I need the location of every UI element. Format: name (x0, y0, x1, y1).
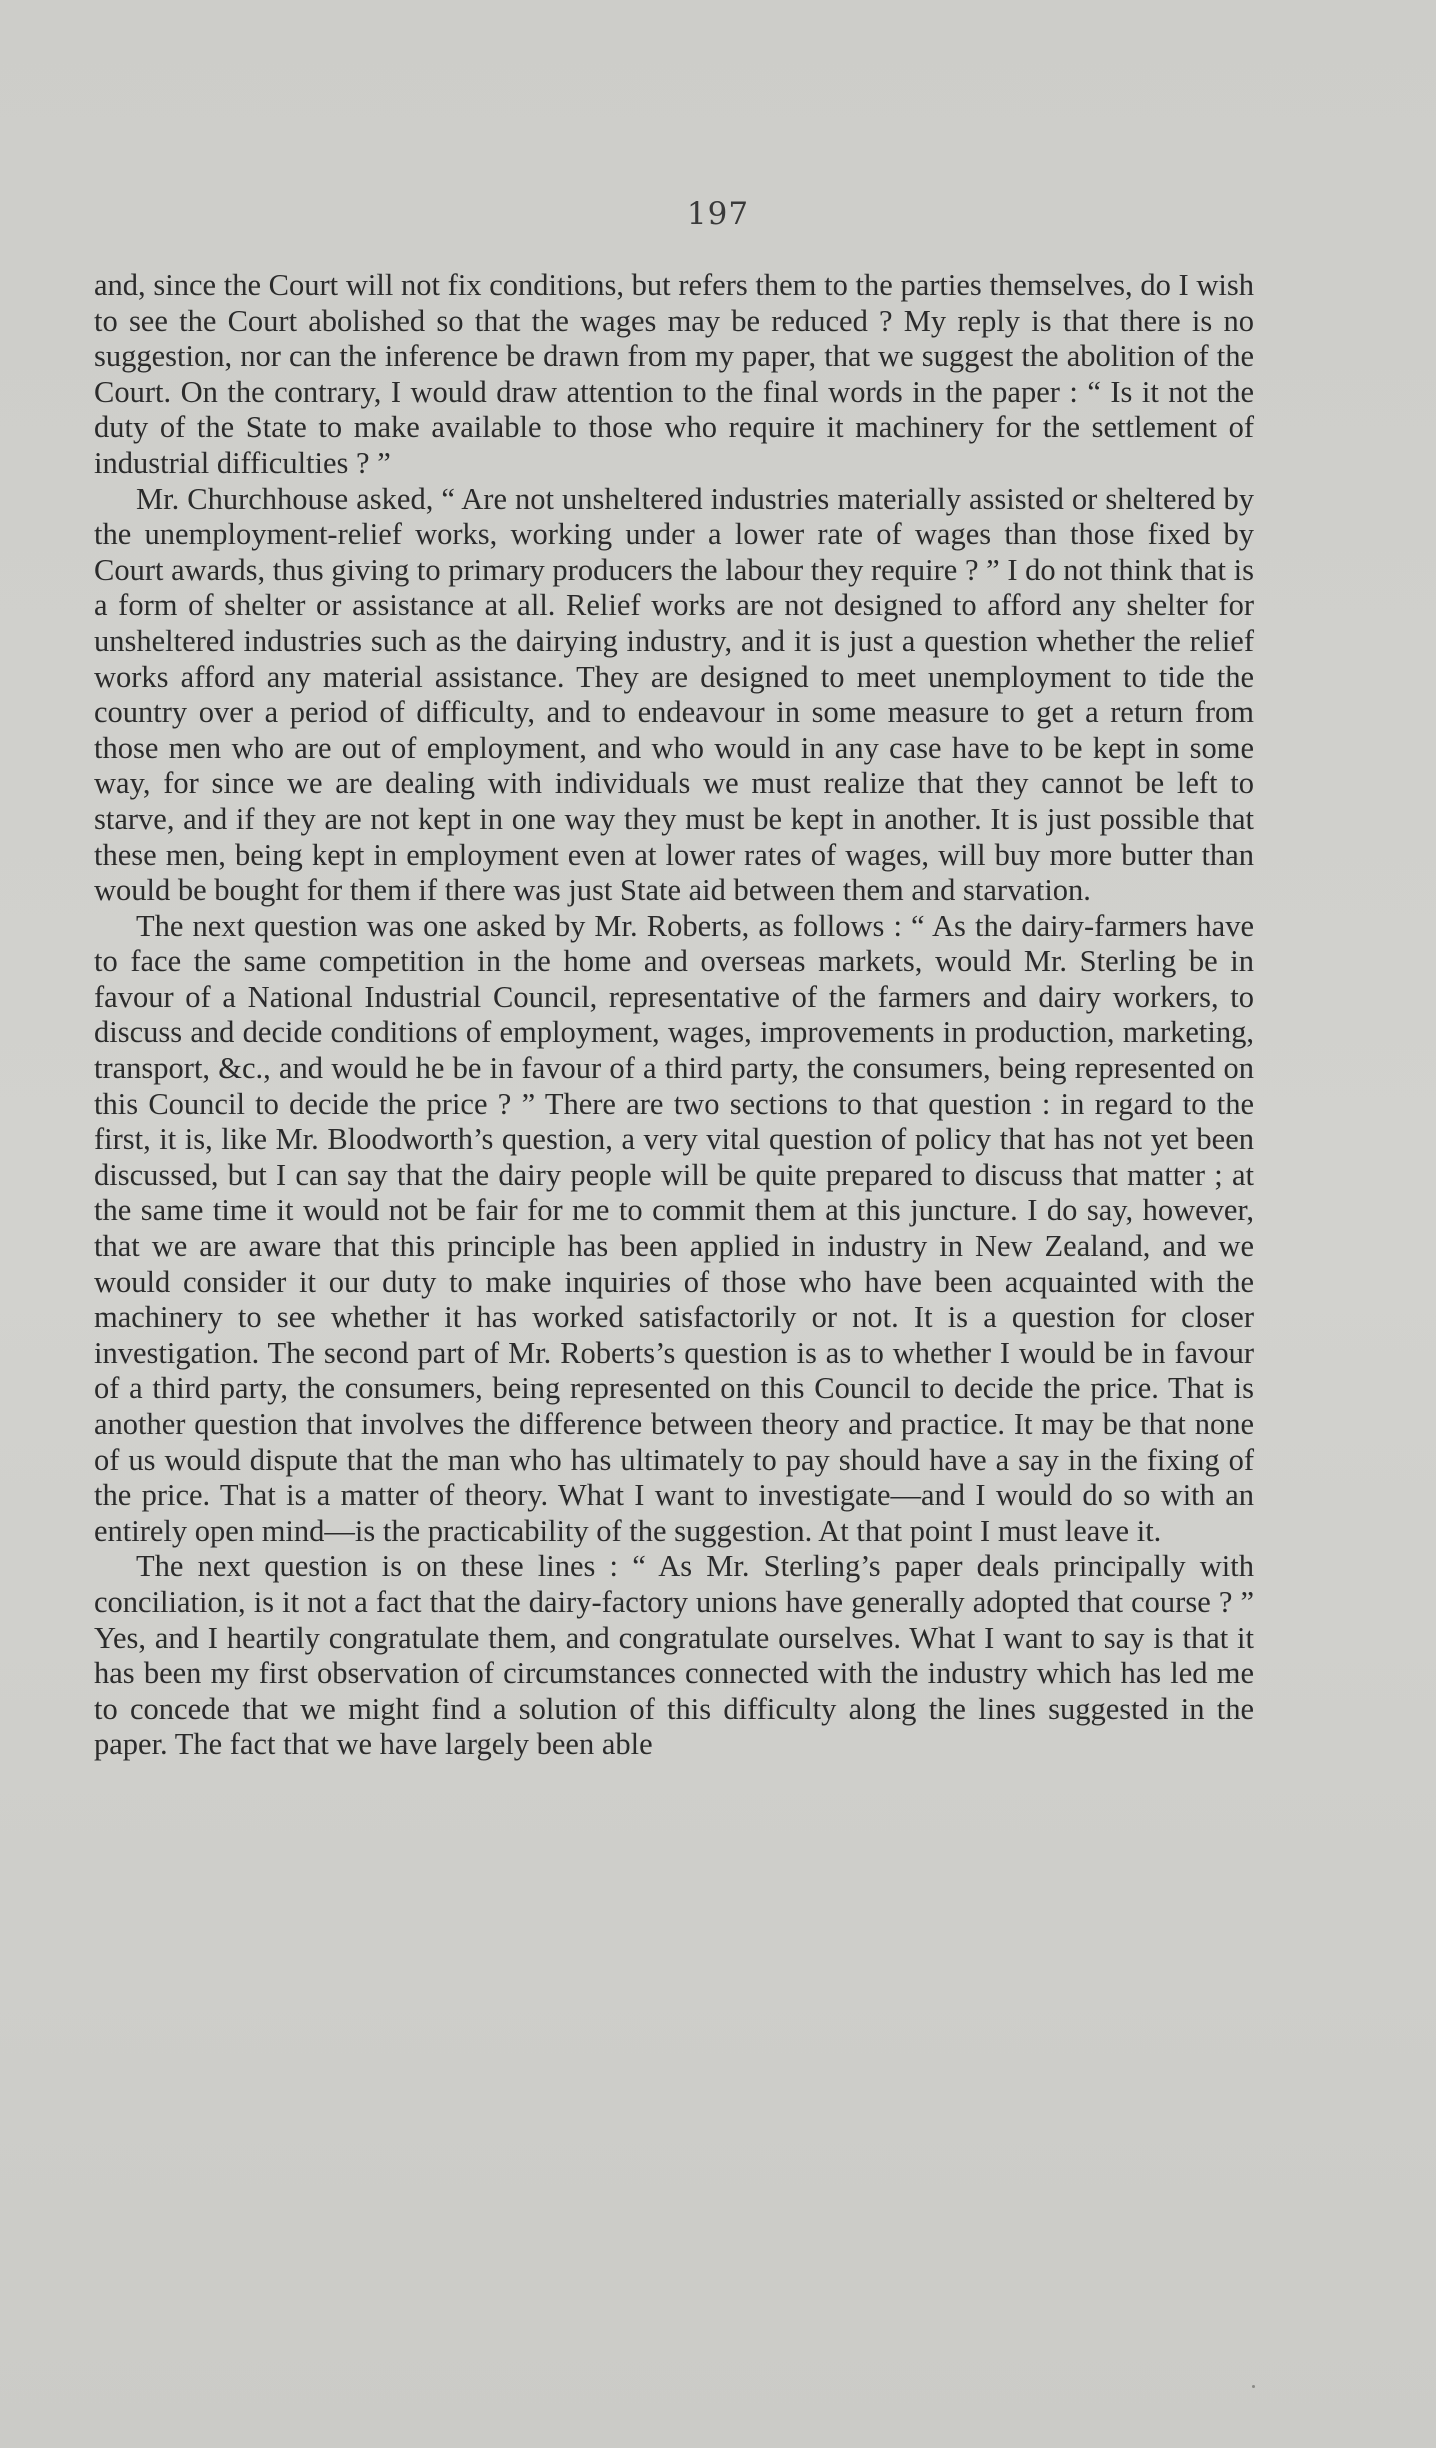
page-number: 197 (686, 196, 750, 232)
paragraph-3: The next question was one asked by Mr. Roberts, as follows : “ As the dairy-farmers have to face the same competition in the home and overseas markets, would Mr. Sterling be in favour of a National Industrial Council, representative of the farmers and dairy workers, to discuss and decide conditions of employment, wages, improvements in production, marketing, transport, &c., and would he be in favour of a third party, the consumers, being represented on this Council to decide the price ? ” There are two sections to that question : in regard to the first, it is, like Mr. Bloodworth’s question, a very vital question of policy that has not yet been discussed, but I can say that the dairy people will be quite prepared to discuss that matter ; at the same time it would not be fair for me to commit them at this juncture. I do say, however, that we are aware that this principle has been applied in industry in New Zealand, and we would consider it our duty to make inquiries of those who have been acquainted with the machinery to see whether it has worked satisfactorily or not. It is a question for closer investigation. The second part of Mr. Roberts’s question is as to whether I would be in favour of a third party, the consumers, being represented on this Council to decide the price. That is another question that involves the difference between theory and practice. It may be that none of us would dispute that the man who has ultimately to pay should have a say in the fixing of the price. That is a matter of theory. What I want to investigate—and I would do so with an entirely open mind—is the practicability of the suggestion. At that point I must leave it. (94, 908, 1254, 1548)
paragraph-4: The next question is on these lines : “ As Mr. Sterling’s paper deals principally with conciliation, is it not a fact that the dairy-factory unions have generally adopted that course ? ” Yes, and I heartily congratulate them, and congratulate ourselves. What I want to say is that it has been my first observation of circumstances connected with the industry which has led me to concede that we might find a solution of this difficulty along the lines suggested in the paper. The fact that we have largely been able (94, 1549, 1254, 1762)
body-text (94, 268, 1254, 1763)
paragraph-2: Mr. Churchhouse asked, “ Are not unsheltered industries materially assisted or sheltered by the unemployment-relief works, working under a lower rate of wages than those fixed by Court awards, thus giving to primary producers the labour they require ? ” I do not think that is a form of shelter or assistance at all. Relief works are not designed to afford any shelter for unsheltered industries such as the dairying industry, and it is just a question whether the relief works afford any material assistance. They are designed to meet unemployment to tide the country over a period of difficulty, and to endeavour in some measure to get a return from those men who are out of employment, and who would in any case have to be kept in some way, for since we are dealing with individuals we must realize that they cannot be left to starve, and if they are not kept in one way they must be kept in another. It is just possible that these men, being kept in employment even at lower rates of wages, will buy more butter than would be bought for them if there was just State aid between them and starvation. (94, 481, 1254, 908)
paper-speck (1252, 2385, 1255, 2388)
paragraph-1: and, since the Court will not fix conditions, but refers them to the parties themselves, do I wish to see the Court abolished so that the wages may be reduced ? My reply is that there is no suggestion, nor can the inference be drawn from my paper, that we suggest the abolition of the Court. On the contrary, I would draw attention to the final words in the paper : “ Is it not the duty of the State to make available to those who require it machinery for the settlement of industrial difficulties ? ” (94, 268, 1254, 480)
